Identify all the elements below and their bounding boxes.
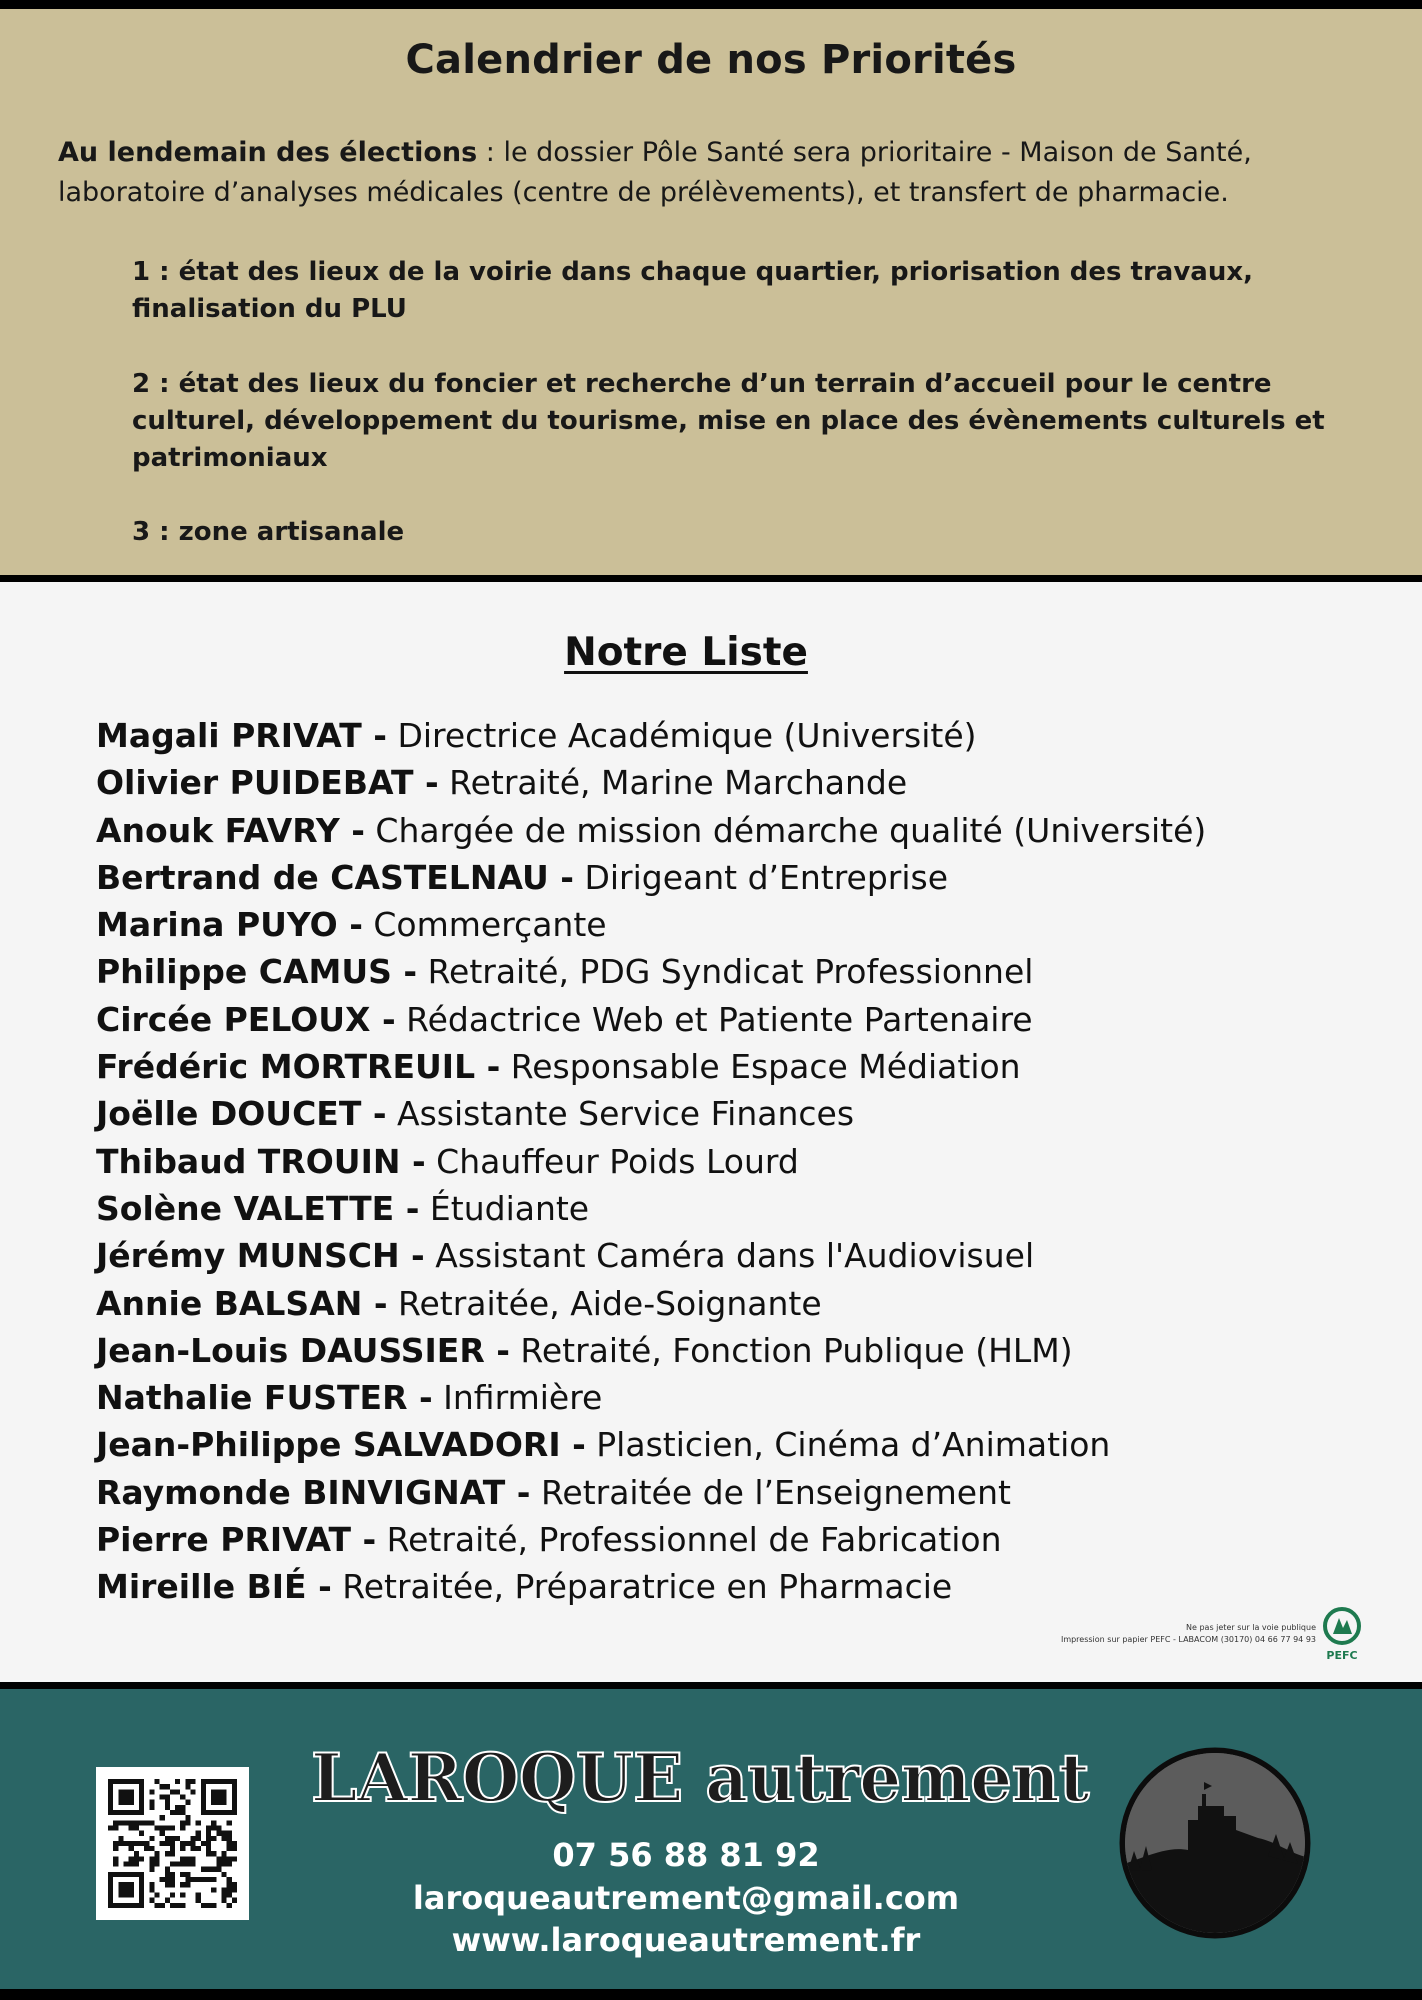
list-item xyxy=(96,901,1396,948)
list-item xyxy=(96,1563,1396,1610)
priority-item: 3 : zone artisanale xyxy=(132,517,405,547)
member-name: Bertrand de CASTELNAU - xyxy=(96,857,574,897)
member-role: Infirmière xyxy=(432,1378,603,1418)
member-list xyxy=(96,712,1396,1611)
member-name: Marina PUYO - xyxy=(96,905,363,945)
member-role: Directrice Académique (Université) xyxy=(386,716,977,755)
member-role: Retraité, PDG Syndicat Professionnel xyxy=(417,952,1034,992)
member-name: Jérémy MUNSCH - xyxy=(96,1236,425,1276)
list-item xyxy=(96,1421,1396,1468)
list-section xyxy=(0,582,1422,1682)
list-item xyxy=(96,1043,1396,1090)
list-item xyxy=(96,1232,1396,1279)
print-note-line: Ne pas jeter sur la voie publique xyxy=(1186,1623,1316,1632)
member-name: Pierre PRIVAT - xyxy=(96,1520,377,1560)
member-name: Anouk FAVRY - xyxy=(96,810,365,850)
priorities-section xyxy=(0,9,1422,575)
list-item xyxy=(96,1327,1396,1374)
list-item xyxy=(96,1138,1396,1185)
member-role: Commerçante xyxy=(362,905,607,945)
member-role: Retraité, Marine Marchande xyxy=(438,763,908,803)
member-role: Chargée de mission démarche qualité (Université) xyxy=(364,810,1207,850)
member-name: Magali PRIVAT - xyxy=(96,716,387,755)
list-item xyxy=(96,948,1396,995)
member-role: Assistante Service Finances xyxy=(386,1094,855,1134)
print-note-line: Impression sur papier PEFC - LABACOM (30170) 04 66 77 94 93 xyxy=(1060,1635,1316,1644)
member-name: Raymonde BINVIGNAT - xyxy=(96,1472,531,1512)
list-item xyxy=(96,1280,1396,1327)
member-name: Olivier PUIDEBAT - xyxy=(96,763,439,803)
list-item xyxy=(96,1516,1396,1563)
member-name: Nathalie FUSTER - xyxy=(96,1378,433,1418)
member-role: Retraitée, Préparatrice en Pharmacie xyxy=(331,1567,953,1607)
member-name: Joëlle DOUCET - xyxy=(96,1094,387,1134)
member-name: Frédéric MORTREUIL - xyxy=(96,1047,501,1087)
member-role: Retraité, Fonction Publique (HLM) xyxy=(509,1330,1073,1370)
list-item xyxy=(96,1090,1396,1137)
member-name: Mireille BIÉ - xyxy=(96,1567,332,1607)
member-name: Jean-Louis DAUSSIER - xyxy=(96,1330,510,1370)
list-title: Notre Liste xyxy=(564,630,808,675)
priorities-intro xyxy=(58,133,1378,213)
footer xyxy=(0,1689,1422,1989)
brand-title: LAROQUE autrement xyxy=(310,1739,1090,1817)
email-link[interactable]: laroqueautrement@gmail.com xyxy=(412,1879,960,1917)
intro-text: : le dossier Pôle Santé sera prioritaire - Maison de Santé, laboratoire d’analyses médicales (centre de prélèvements), et transfert de pharmacie. xyxy=(58,137,1252,208)
list-item xyxy=(96,759,1396,806)
website-link[interactable]: www.laroqueautrement.fr xyxy=(451,1921,921,1959)
intro-bold: Au lendemain des élections xyxy=(58,137,478,168)
list-item xyxy=(96,1469,1396,1516)
member-role: Assistant Caméra dans l'Audiovisuel xyxy=(424,1236,1035,1276)
priority-item: 1 : état des lieux de la voirie dans chaque quartier, priorisation des travaux, finalisation du PLU xyxy=(132,257,1253,324)
pefc-logo-icon xyxy=(1319,1606,1365,1662)
phone-number[interactable]: 07 56 88 81 92 xyxy=(552,1836,820,1874)
member-role: Chauffeur Poids Lourd xyxy=(425,1141,799,1181)
member-role: Dirigeant d’Entreprise xyxy=(573,857,949,897)
list-item xyxy=(96,854,1396,901)
member-role: Retraitée, Aide-Soignante xyxy=(387,1283,822,1323)
priorities-title: Calendrier de nos Priorités xyxy=(405,37,1017,83)
member-role: Rédactrice Web et Patiente Partenaire xyxy=(395,999,1033,1039)
member-role: Retraitée de l’Enseignement xyxy=(530,1472,1011,1512)
list-item xyxy=(96,807,1396,854)
priority-item: 2 : état des lieux du foncier et recherche d’un terrain d’accueil pour le centre culturel, développement du tourisme, mise en place des évènements culturels et patrimoniaux xyxy=(132,369,1325,473)
member-role: Étudiante xyxy=(419,1188,590,1228)
member-name: Philippe CAMUS - xyxy=(96,952,418,992)
member-name: Circée PELOUX - xyxy=(96,999,396,1039)
list-item xyxy=(96,1374,1396,1421)
member-name: Annie BALSAN - xyxy=(96,1283,388,1323)
print-note xyxy=(1061,1622,1316,1646)
member-role: Responsable Espace Médiation xyxy=(500,1047,1021,1087)
member-role: Retraité, Professionnel de Fabrication xyxy=(376,1520,1002,1560)
castle-silhouette-icon xyxy=(1118,1746,1312,1940)
member-name: Thibaud TROUIN - xyxy=(96,1141,426,1181)
member-name: Solène VALETTE - xyxy=(96,1188,420,1228)
pefc-label: PEFC xyxy=(1326,1649,1358,1662)
list-item xyxy=(96,1185,1396,1232)
list-item xyxy=(96,996,1396,1043)
list-item xyxy=(96,712,1396,759)
member-role: Plasticien, Cinéma d’Animation xyxy=(585,1425,1111,1465)
member-name: Jean-Philippe SALVADORI - xyxy=(96,1425,586,1465)
